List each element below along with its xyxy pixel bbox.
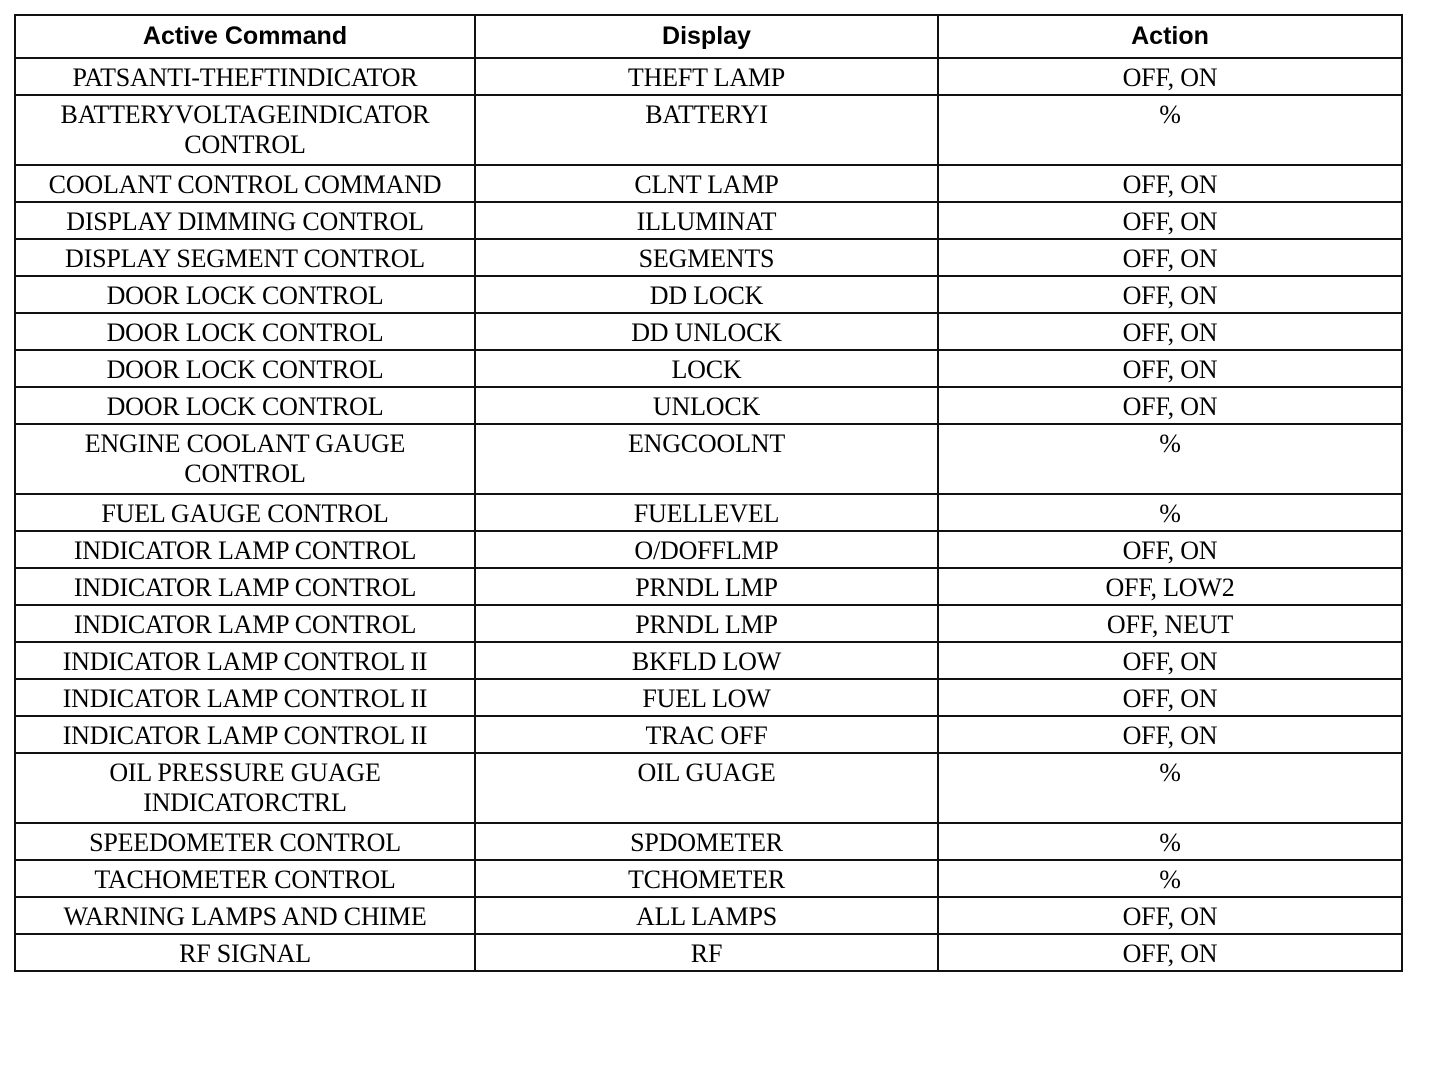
cell-display: SPDOMETER xyxy=(475,823,938,860)
table-row xyxy=(15,642,1402,679)
cell-command xyxy=(15,95,475,165)
cell-display: PRNDL LMP xyxy=(475,605,938,642)
cell-action: OFF, LOW2 xyxy=(938,568,1402,605)
cell-command: RF SIGNAL xyxy=(15,934,475,971)
cell-command: DISPLAY SEGMENT CONTROL xyxy=(15,239,475,276)
cell-display: TCHOMETER xyxy=(475,860,938,897)
cell-command xyxy=(15,753,475,823)
cell-action: OFF, ON xyxy=(938,350,1402,387)
cell-action: OFF, ON xyxy=(938,679,1402,716)
cell-display: ENGCOOLNT xyxy=(475,424,938,494)
table-row xyxy=(15,202,1402,239)
cell-command: PATSANTI-THEFTINDICATOR xyxy=(15,58,475,95)
table-row xyxy=(15,313,1402,350)
cell-action: % xyxy=(938,823,1402,860)
cell-action: OFF, NEUT xyxy=(938,605,1402,642)
active-command-table xyxy=(14,14,1403,972)
table-row xyxy=(15,605,1402,642)
cell-command: COOLANT CONTROL COMMAND xyxy=(15,165,475,202)
table-row xyxy=(15,934,1402,971)
table-row xyxy=(15,58,1402,95)
table-row xyxy=(15,239,1402,276)
cell-action: OFF, ON xyxy=(938,239,1402,276)
table-row xyxy=(15,531,1402,568)
cell-command: DOOR LOCK CONTROL xyxy=(15,276,475,313)
cell-action: % xyxy=(938,95,1402,165)
cell-command: TACHOMETER CONTROL xyxy=(15,860,475,897)
cell-display: DD UNLOCK xyxy=(475,313,938,350)
table-row xyxy=(15,424,1402,494)
cell-action: OFF, ON xyxy=(938,313,1402,350)
cell-display: FUEL LOW xyxy=(475,679,938,716)
cell-action: OFF, ON xyxy=(938,387,1402,424)
cell-display: TRAC OFF xyxy=(475,716,938,753)
table-row xyxy=(15,897,1402,934)
cell-command-text: ENGINE COOLANT GAUGE CONTROL xyxy=(84,429,406,488)
cell-command xyxy=(15,424,475,494)
header-display: Display xyxy=(475,15,938,58)
cell-command: DOOR LOCK CONTROL xyxy=(15,313,475,350)
cell-command: INDICATOR LAMP CONTROL xyxy=(15,568,475,605)
cell-display: ILLUMINAT xyxy=(475,202,938,239)
cell-action: % xyxy=(938,494,1402,531)
table-row xyxy=(15,753,1402,823)
header-action: Action xyxy=(938,15,1402,58)
table-row xyxy=(15,387,1402,424)
cell-command-text: BATTERYVOLTAGEINDICATOR CONTROL xyxy=(60,100,430,159)
table-row xyxy=(15,494,1402,531)
cell-action: OFF, ON xyxy=(938,202,1402,239)
cell-command: WARNING LAMPS AND CHIME xyxy=(15,897,475,934)
cell-display: LOCK xyxy=(475,350,938,387)
cell-action: OFF, ON xyxy=(938,58,1402,95)
cell-command: FUEL GAUGE CONTROL xyxy=(15,494,475,531)
cell-display: THEFT LAMP xyxy=(475,58,938,95)
cell-action: OFF, ON xyxy=(938,276,1402,313)
table-row xyxy=(15,679,1402,716)
table-row xyxy=(15,716,1402,753)
cell-display: OIL GUAGE xyxy=(475,753,938,823)
cell-action: OFF, ON xyxy=(938,165,1402,202)
cell-display: BATTERYI xyxy=(475,95,938,165)
table-row xyxy=(15,823,1402,860)
cell-command: DISPLAY DIMMING CONTROL xyxy=(15,202,475,239)
cell-display: DD LOCK xyxy=(475,276,938,313)
cell-command: INDICATOR LAMP CONTROL II xyxy=(15,679,475,716)
cell-action: OFF, ON xyxy=(938,897,1402,934)
cell-command: INDICATOR LAMP CONTROL II xyxy=(15,642,475,679)
cell-command: SPEEDOMETER CONTROL xyxy=(15,823,475,860)
table-row xyxy=(15,350,1402,387)
table-row xyxy=(15,568,1402,605)
cell-display: BKFLD LOW xyxy=(475,642,938,679)
cell-action: OFF, ON xyxy=(938,531,1402,568)
header-row xyxy=(15,15,1402,58)
cell-display: RF xyxy=(475,934,938,971)
cell-command: INDICATOR LAMP CONTROL II xyxy=(15,716,475,753)
cell-display: ALL LAMPS xyxy=(475,897,938,934)
cell-action: OFF, ON xyxy=(938,642,1402,679)
cell-action: OFF, ON xyxy=(938,934,1402,971)
cell-display: SEGMENTS xyxy=(475,239,938,276)
cell-action: % xyxy=(938,753,1402,823)
cell-display: CLNT LAMP xyxy=(475,165,938,202)
table-row xyxy=(15,165,1402,202)
cell-action: % xyxy=(938,860,1402,897)
cell-command: DOOR LOCK CONTROL xyxy=(15,350,475,387)
cell-command: DOOR LOCK CONTROL xyxy=(15,387,475,424)
cell-display: UNLOCK xyxy=(475,387,938,424)
table-row xyxy=(15,860,1402,897)
cell-display: PRNDL LMP xyxy=(475,568,938,605)
cell-action: OFF, ON xyxy=(938,716,1402,753)
table-row xyxy=(15,95,1402,165)
cell-display: FUELLEVEL xyxy=(475,494,938,531)
cell-command-text: OIL PRESSURE GUAGE INDICATORCTRL xyxy=(109,758,381,817)
cell-display: O/DOFFLMP xyxy=(475,531,938,568)
table-row xyxy=(15,276,1402,313)
cell-action: % xyxy=(938,424,1402,494)
header-active-command: Active Command xyxy=(15,15,475,58)
cell-command: INDICATOR LAMP CONTROL xyxy=(15,531,475,568)
cell-command: INDICATOR LAMP CONTROL xyxy=(15,605,475,642)
